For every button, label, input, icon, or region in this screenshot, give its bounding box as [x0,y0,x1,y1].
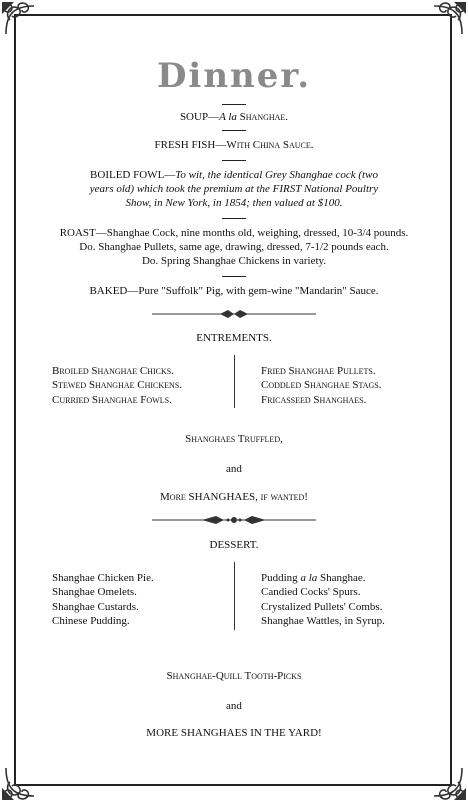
list-item: Coddled Shanghae Stags. [261,379,382,392]
list-item: Shanghae Omelets. [52,586,137,599]
list-item: Crystalized Pullets' Combs. [261,600,383,613]
divider-ornament-icon [150,309,318,319]
list-item: Pudding a la Shanghae. [261,572,366,584]
corner-ornament-icon [428,0,468,40]
list-item: Stewed Shanghae Chickens. [52,379,183,392]
dessert-right-list [261,571,385,628]
list-item: Candied Cocks' Spurs. [261,586,361,599]
list-item: Fried Shanghae Pullets. [261,365,376,377]
list-item: Shanghae Chicken Pie. [52,572,154,584]
separator-rule [222,160,246,161]
truffled-line: Shanghaes Truffled, [185,433,283,445]
corner-ornament-icon [428,762,468,802]
corner-ornament-icon [0,0,40,40]
more-in-yard-line: MORE SHANGHAES IN THE YARD! [146,727,322,739]
dessert-heading: DESSERT. [209,539,259,551]
corner-ornament-icon [0,762,40,802]
page-title: Dinner. [156,56,312,96]
dessert-left-list [52,571,154,628]
list-item: Shanghae Wattles, in Syrup. [261,614,385,627]
divider-ornament-icon [150,515,318,525]
column-divider [234,562,235,630]
soup-course: SOUP—A la Shanghae. [179,111,289,123]
toothpicks-line: Shanghae-Quill Tooth-Picks [166,670,302,682]
boiled-fowl-course: BOILED FOWL—To wit, the identical Grey Shanghae cock (two years old) which took the premium at the FIRST National Poultry Show, in New York, in 1854; then valued at $100. [89,169,379,209]
list-item: Chinese Pudding. [52,614,130,627]
separator-rule [222,130,246,131]
column-divider [234,355,235,408]
baked-course: BAKED—Pure "Suffolk" Pig, with gem-wine "Mandarin" Sauce. [89,285,379,297]
list-item: Shanghae Custards. [52,600,139,613]
entrements-heading: ENTREMENTS. [196,332,272,344]
separator-rule [222,218,246,219]
and-line: and [226,700,242,712]
separator-rule [222,276,246,277]
entrements-left-list [52,364,182,407]
and-line: and [226,463,242,475]
roast-course: ROAST—Shanghae Cock, nine months old, weighing, dressed, 10-3/4 pounds. Do. Shanghae Pullets, same age, drawing, dressed, 7-1/2 pounds each. Do. Spring Shanghae Chickens in variety. [59,227,409,267]
fish-course: FRESH FISH—With China Sauce. [154,139,314,151]
separator-rule [222,104,246,105]
list-item: Broiled Shanghae Chicks. [52,365,174,377]
list-item: Curried Shanghae Fowls. [52,393,172,406]
more-shanghaes-line: More SHANGHAES, if wanted! [160,491,308,503]
list-item: Fricasseed Shanghaes. [261,393,367,406]
entrements-right-list [261,364,382,407]
